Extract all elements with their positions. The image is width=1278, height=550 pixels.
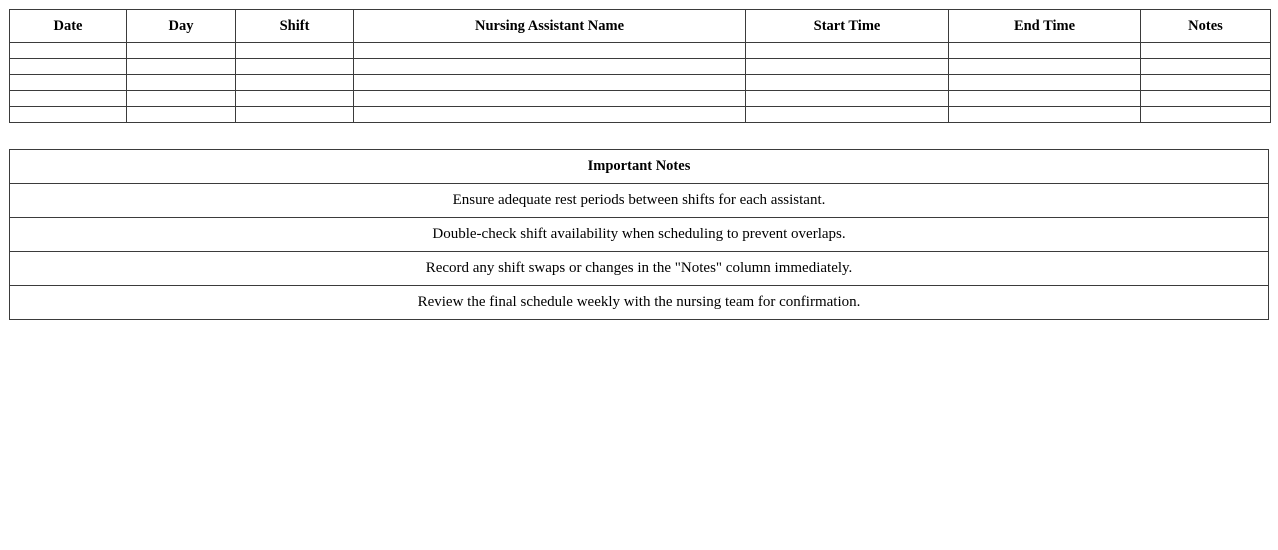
cell-end-time[interactable] <box>949 43 1141 59</box>
cell-day[interactable] <box>127 59 236 75</box>
list-item <box>10 252 1269 286</box>
cell-start-time[interactable] <box>746 43 949 59</box>
cell-day[interactable] <box>127 91 236 107</box>
cell-day[interactable] <box>127 107 236 123</box>
important-notes-title: Important Notes <box>10 150 1269 184</box>
note-text-shift-availability: Double-check shift availability when scheduling to prevent overlaps. <box>10 218 1269 252</box>
cell-end-time[interactable] <box>949 59 1141 75</box>
table-row[interactable] <box>10 75 1271 91</box>
cell-name[interactable] <box>354 75 746 91</box>
important-notes-header-row <box>10 150 1269 184</box>
cell-name[interactable] <box>354 59 746 75</box>
table-row[interactable] <box>10 91 1271 107</box>
cell-notes[interactable] <box>1141 91 1271 107</box>
note-text-rest-periods: Ensure adequate rest periods between shifts for each assistant. <box>10 184 1269 218</box>
cell-end-time[interactable] <box>949 91 1141 107</box>
cell-end-time[interactable] <box>949 75 1141 91</box>
cell-shift[interactable] <box>236 91 354 107</box>
important-notes-table <box>9 149 1269 320</box>
important-notes-body <box>10 184 1269 320</box>
cell-day[interactable] <box>127 75 236 91</box>
cell-day[interactable] <box>127 43 236 59</box>
cell-date[interactable] <box>10 91 127 107</box>
shift-schedule-table <box>9 9 1271 123</box>
cell-end-time[interactable] <box>949 107 1141 123</box>
cell-start-time[interactable] <box>746 75 949 91</box>
schedule-header-row <box>10 10 1271 43</box>
column-header-day: Day <box>127 10 236 43</box>
cell-shift[interactable] <box>236 75 354 91</box>
cell-shift[interactable] <box>236 107 354 123</box>
cell-start-time[interactable] <box>746 91 949 107</box>
important-notes-table-container <box>9 149 1269 320</box>
table-row[interactable] <box>10 59 1271 75</box>
cell-name[interactable] <box>354 43 746 59</box>
column-header-date: Date <box>10 10 127 43</box>
shift-schedule-table-container <box>9 9 1270 123</box>
column-header-end-time: End Time <box>949 10 1141 43</box>
cell-notes[interactable] <box>1141 75 1271 91</box>
list-item <box>10 218 1269 252</box>
cell-name[interactable] <box>354 91 746 107</box>
note-text-weekly-review: Review the final schedule weekly with the nursing team for confirmation. <box>10 286 1269 320</box>
cell-start-time[interactable] <box>746 107 949 123</box>
column-header-notes: Notes <box>1141 10 1271 43</box>
table-row[interactable] <box>10 43 1271 59</box>
schedule-table-header <box>10 10 1271 43</box>
cell-notes[interactable] <box>1141 43 1271 59</box>
column-header-shift: Shift <box>236 10 354 43</box>
column-header-nursing-assistant-name: Nursing Assistant Name <box>354 10 746 43</box>
list-item <box>10 184 1269 218</box>
cell-name[interactable] <box>354 107 746 123</box>
cell-shift[interactable] <box>236 59 354 75</box>
list-item <box>10 286 1269 320</box>
table-row[interactable] <box>10 107 1271 123</box>
cell-date[interactable] <box>10 59 127 75</box>
important-notes-header <box>10 150 1269 184</box>
column-header-start-time: Start Time <box>746 10 949 43</box>
cell-date[interactable] <box>10 107 127 123</box>
schedule-table-body <box>10 43 1271 123</box>
cell-start-time[interactable] <box>746 59 949 75</box>
cell-notes[interactable] <box>1141 107 1271 123</box>
cell-notes[interactable] <box>1141 59 1271 75</box>
cell-shift[interactable] <box>236 43 354 59</box>
cell-date[interactable] <box>10 43 127 59</box>
cell-date[interactable] <box>10 75 127 91</box>
note-text-shift-swaps: Record any shift swaps or changes in the "Notes" column immediately. <box>10 252 1269 286</box>
